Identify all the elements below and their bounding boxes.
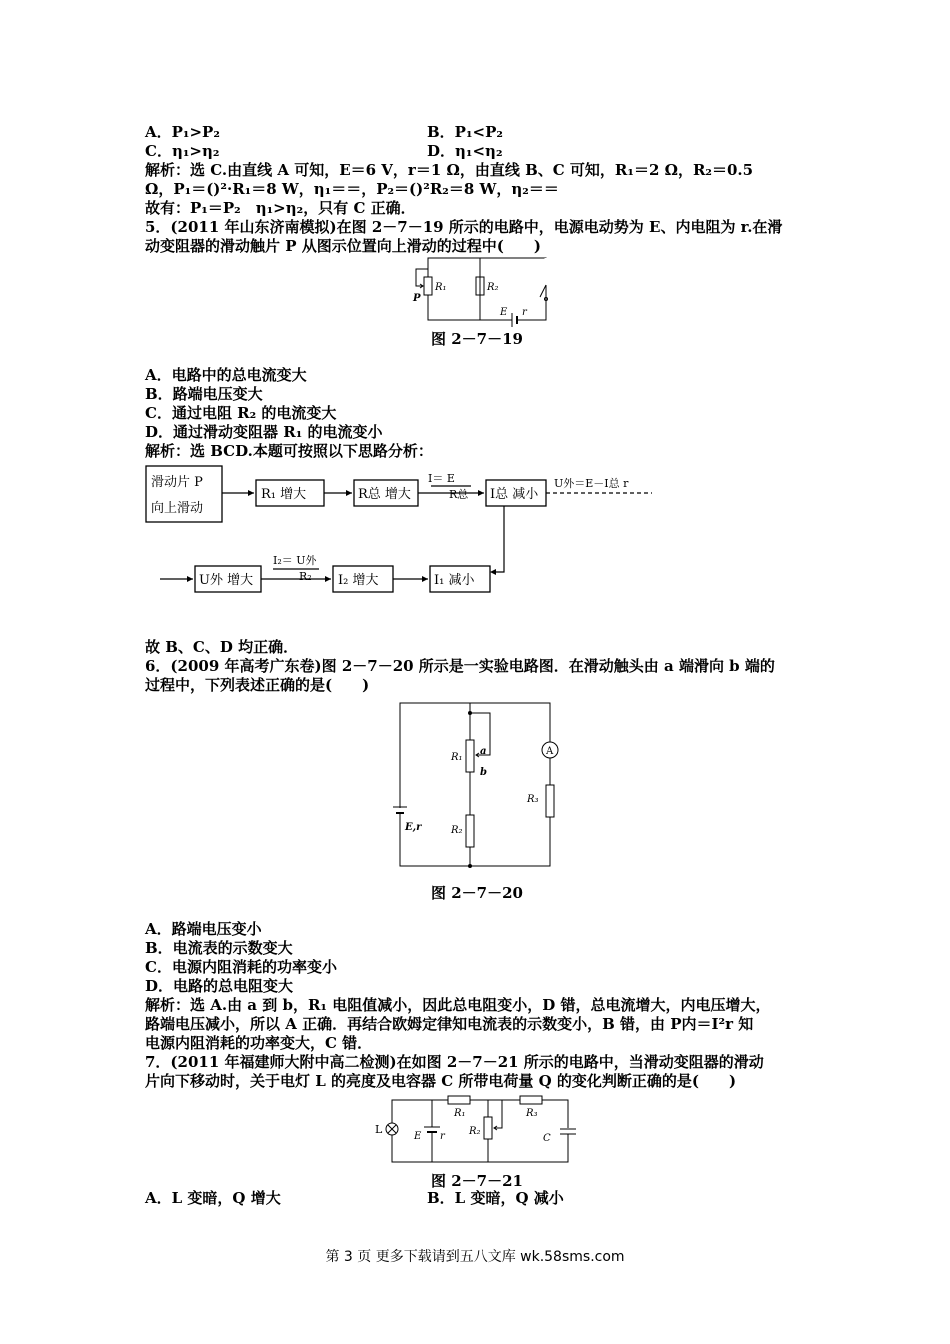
q6-option-b: B．电流表的示数变大 bbox=[145, 939, 293, 957]
fig21-lamp-label: L bbox=[375, 1123, 383, 1136]
flow-box-i2: I₂ 增大 bbox=[338, 573, 379, 588]
fig20-r2-label: R₂ bbox=[451, 825, 463, 836]
flow-box-rtotal: R总 增大 bbox=[358, 487, 411, 502]
q7-option-b: B．L 变暗，Q 减小 bbox=[427, 1189, 564, 1207]
fig21-c-label: C bbox=[543, 1133, 551, 1144]
question-6-line-1: 6．(2009 年高考广东卷)图 2－7－20 所示是一实验电路图．在滑动触头由 a 端滑向 b 端的 bbox=[145, 657, 775, 675]
flow-box-i1: I₁ 减小 bbox=[434, 573, 475, 588]
q6-option-d: D．电路的总电阻变大 bbox=[145, 977, 294, 995]
q5-option-a: A．电路中的总电流变大 bbox=[145, 366, 307, 384]
solution-line-2: Ω，P₁＝()²·R₁＝8 W，η₁＝＝，P₂＝()²R₂＝8 W，η₂＝＝ bbox=[145, 180, 559, 198]
question-6-line-2: 过程中，下列表述正确的是( ) bbox=[145, 676, 370, 694]
fig20-r1-label: R₁ bbox=[451, 752, 463, 763]
fig21-r2-label: R₂ bbox=[469, 1126, 481, 1137]
solution-line-3: 故有：P₁＝P₂ η₁>η₂，只有 C 正确． bbox=[145, 199, 416, 217]
circuit-figure-19 bbox=[400, 255, 560, 325]
fig19-r1-label: R₁ bbox=[435, 282, 447, 293]
q6-solution-line-3: 电源内阻消耗的功率变大，C 错． bbox=[145, 1034, 373, 1052]
option-p1-greater: A．P₁>P₂ bbox=[145, 123, 220, 141]
question-5-line-1: 5．(2011 年山东济南模拟)在图 2－7－19 所示的电路中，电源电动势为 E、内电阻为 r.在滑 bbox=[145, 218, 783, 236]
q5-option-b: B．路端电压变大 bbox=[145, 385, 263, 403]
fig20-r3-label: R₃ bbox=[527, 794, 539, 805]
fig20-source-label: E,r bbox=[405, 822, 422, 833]
flow-formula-3-den: R₂ bbox=[299, 570, 312, 583]
q5-solution: 解析：选 BCD.本题可按照以下思路分析： bbox=[145, 442, 433, 460]
fig21-r1-label: R₁ bbox=[454, 1108, 466, 1119]
analysis-flowchart bbox=[140, 460, 670, 600]
fig19-p-label: P bbox=[413, 293, 421, 304]
option-eta1-greater: C．η₁>η₂ bbox=[145, 142, 220, 160]
flow-formula-3-num: I₂＝ U外 bbox=[273, 554, 317, 567]
caption-fig-19: 图 2－7－19 bbox=[431, 330, 523, 348]
page-footer: 第 3 页 更多下载请到五八文库 wk.58sms.com bbox=[325, 1249, 625, 1265]
flow-box-uout: U外 增大 bbox=[199, 573, 254, 588]
fig20-ammeter-label: A bbox=[546, 746, 554, 757]
option-eta1-less: D．η₁<η₂ bbox=[427, 142, 503, 160]
q6-solution-line-2: 路端电压减小，所以 A 正确．再结合欧姆定律知电流表的示数变小，B 错，由 P内＝I²r 知 bbox=[145, 1015, 754, 1033]
fig19-r-label: r bbox=[522, 307, 527, 318]
flow-formula-1-den: R总 bbox=[449, 488, 469, 501]
q5-option-d: D．通过滑动变阻器 R₁ 的电流变小 bbox=[145, 423, 383, 441]
fig21-r3-label: R₃ bbox=[526, 1108, 538, 1119]
fig20-b-label: b bbox=[480, 767, 487, 778]
fig21-e-label: E bbox=[414, 1131, 422, 1142]
q6-solution-line-1: 解析：选 A.由 a 到 b，R₁ 电阻值减小，因此总电阻变小，D 错，总电流增大，内电压增大， bbox=[145, 996, 771, 1014]
q5-conclusion: 故 B、C、D 均正确． bbox=[145, 638, 299, 656]
flow-box-1-line-1: 滑动片 P bbox=[151, 475, 203, 490]
solution-line-1: 解析：选 C.由直线 A 可知，E＝6 V，r＝1 Ω，由直线 B、C 可知，R₁＝2 Ω，R₂＝0.5 bbox=[145, 161, 754, 179]
option-p1-less: B．P₁<P₂ bbox=[427, 123, 503, 141]
flow-formula-2: U外＝E－I总 r bbox=[554, 477, 629, 490]
flow-box-itotal: I总 减小 bbox=[490, 487, 539, 502]
q6-option-c: C．电源内阻消耗的功率变小 bbox=[145, 958, 337, 976]
question-7-line-1: 7．(2011 年福建师大附中高二检测)在如图 2－7－21 所示的电路中，当滑动变阻器的滑动 bbox=[145, 1053, 764, 1071]
flow-box-r1: R₁ 增大 bbox=[261, 487, 307, 502]
q6-option-a: A．路端电压变小 bbox=[145, 920, 262, 938]
caption-fig-21: 图 2－7－21 bbox=[431, 1172, 523, 1190]
fig20-a-label: a bbox=[480, 746, 487, 757]
question-5-line-2: 动变阻器的滑动触片 P 从图示位置向上滑动的过程中( ) bbox=[145, 237, 541, 255]
circuit-figure-21 bbox=[370, 1095, 580, 1167]
q5-option-c: C．通过电阻 R₂ 的电流变大 bbox=[145, 404, 337, 422]
fig19-r2-label: R₂ bbox=[487, 282, 499, 293]
flow-formula-1-num: I＝ E bbox=[428, 472, 455, 485]
flow-box-1-line-2: 向上滑动 bbox=[151, 501, 204, 516]
caption-fig-20: 图 2－7－20 bbox=[431, 884, 523, 902]
question-7-line-2: 片向下移动时，关于电灯 L 的亮度及电容器 C 所带电荷量 Q 的变化判断正确的是( ) bbox=[145, 1072, 737, 1090]
fig19-e-label: E bbox=[500, 307, 508, 318]
fig21-r-label: r bbox=[440, 1131, 445, 1142]
circuit-figure-20 bbox=[395, 700, 560, 870]
q7-option-a: A．L 变暗，Q 增大 bbox=[145, 1189, 281, 1207]
